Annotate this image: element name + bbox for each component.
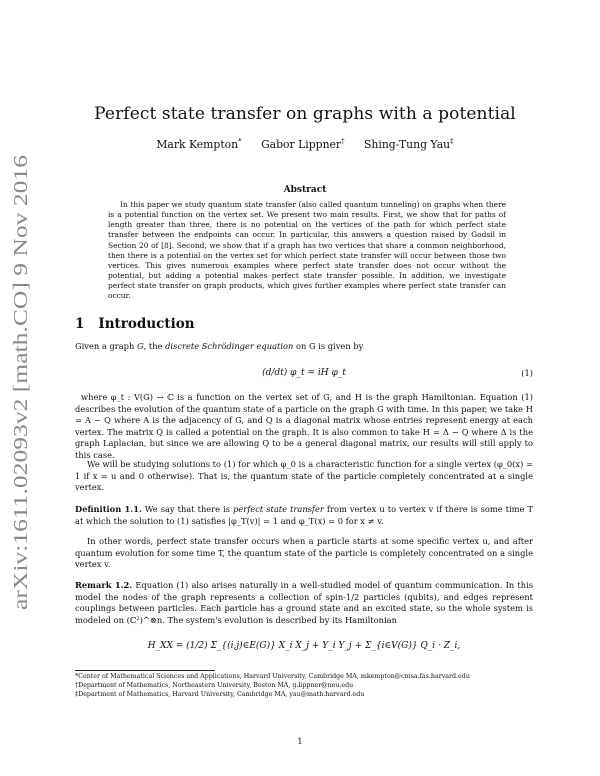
paragraph: In other words, perfect state transfer occurs when a particle starts at some specific vertex u, and after quantum evolution for some time T, the quantum state of the particle is completely concentrated on a single vertex v. [75, 536, 533, 569]
author: Shing-Tung Yau‡ [364, 137, 454, 151]
footnote: ‡Department of Mathematics, Harvard University, Cambridge MA, yau@math.harvard.edu [75, 691, 365, 698]
section-heading: 1 Introduction [75, 316, 195, 332]
author-list [80, 137, 530, 151]
footnote: †Department of Mathematics, Northeastern University, Boston MA, g.lippner@neu.edu [75, 682, 354, 689]
equation-1: (d/dt) φ_t = iH φ_t (1) [262, 368, 533, 378]
abstract-heading: Abstract [283, 185, 327, 195]
arxiv-stamp [0, 150, 40, 610]
footnote: *Center of Mathematical Sciences and Applications, Harvard University, Cambridge MA, mkempton@cmsa.fas.harvard.edu [75, 673, 470, 680]
paragraph: where φ_t : V(G) → ℂ is a function on the vertex set of G, and H is the graph Hamiltonian. Equation (1) describes the evolution of the quantum state of a particle on the graph G with time. In this paper, we take H = A − Q where A is the adjacency of G, and Q is a diagonal matrix whose entries represent energy at each vertex. The matrix Q is called a potential on the graph. It is also common to take H = Δ − Q where Δ is the graph Laplacian, but since we are allowing Q to be a general diagonal matrix, our results will still apply to this case. [75, 392, 533, 460]
definition: Definition 1.1. We say that there is perfect state transfer from vertex u to vertex v if there is some time T at which the solution to (1) satisfies |φ_T(v)| = 1 and φ_T(x) = 0 for x ≠ v. [75, 504, 534, 526]
remark: Remark 1.2. Equation (1) also arises naturally in a well-studied model of quantum communication. In this model the nodes of the graph represents a collection of spin-1/2 particles (qubits), and edges represent couplings between particles. Each particle has a ground state and an excited state, so the whole system is modeled on (ℂ²)^⊗n. The system's evolution is described by its Hamiltonian [75, 580, 533, 625]
author: Mark Kempton* [156, 137, 242, 151]
abstract-text: In this paper we study quantum state transfer (also called quantum tunneling) on graphs when there is a potential function on the vertex set. We present two main results. First, we show that for paths of length greater than three, there is no potential on the vertices of the path for which perfect state transfer between the endpoints can occur. In particular, this answers a question raised by Godsil in Section 20 of [8]. Second, we show that if a graph has two vertices that share a common neighborhood, then there is a potential on the vertex set for which perfect state transfer will occur between those two vertices. This gives numerous examples where perfect state transfer does not occur without the potential, but adding a potential makes perfect state transfer possible. In addition, we investigate perfect state transfer on graph products, which gives further examples where perfect state transfer can occur. [108, 200, 506, 301]
footnote-rule [75, 670, 215, 671]
paragraph: Given a graph G, the discrete Schrödinger equation on G is given by [75, 341, 364, 351]
paragraph: We will be studying solutions to (1) for which φ_0 is a characteristic function for a single vertex (φ_0(x) = 1 if x = u and 0 otherwise). That is, the quantum state of the particle completely concentrated at a single vertex. [75, 459, 533, 492]
arxiv-identifier: arXiv:1611.02093v2 [math.CO] 9 Nov 2016 [11, 263, 32, 610]
author: Gabor Lippner† [261, 137, 345, 151]
equation-2: H_XX = (1/2) Σ_{(i,j)∈E(G)} X_i X_j + Y_i Y_j + Σ_{i∈V(G)} Q_i · Z_i, [147, 641, 461, 651]
page-number: 1 [297, 737, 303, 747]
paper-title: Perfect state transfer on graphs with a potential [94, 104, 516, 124]
